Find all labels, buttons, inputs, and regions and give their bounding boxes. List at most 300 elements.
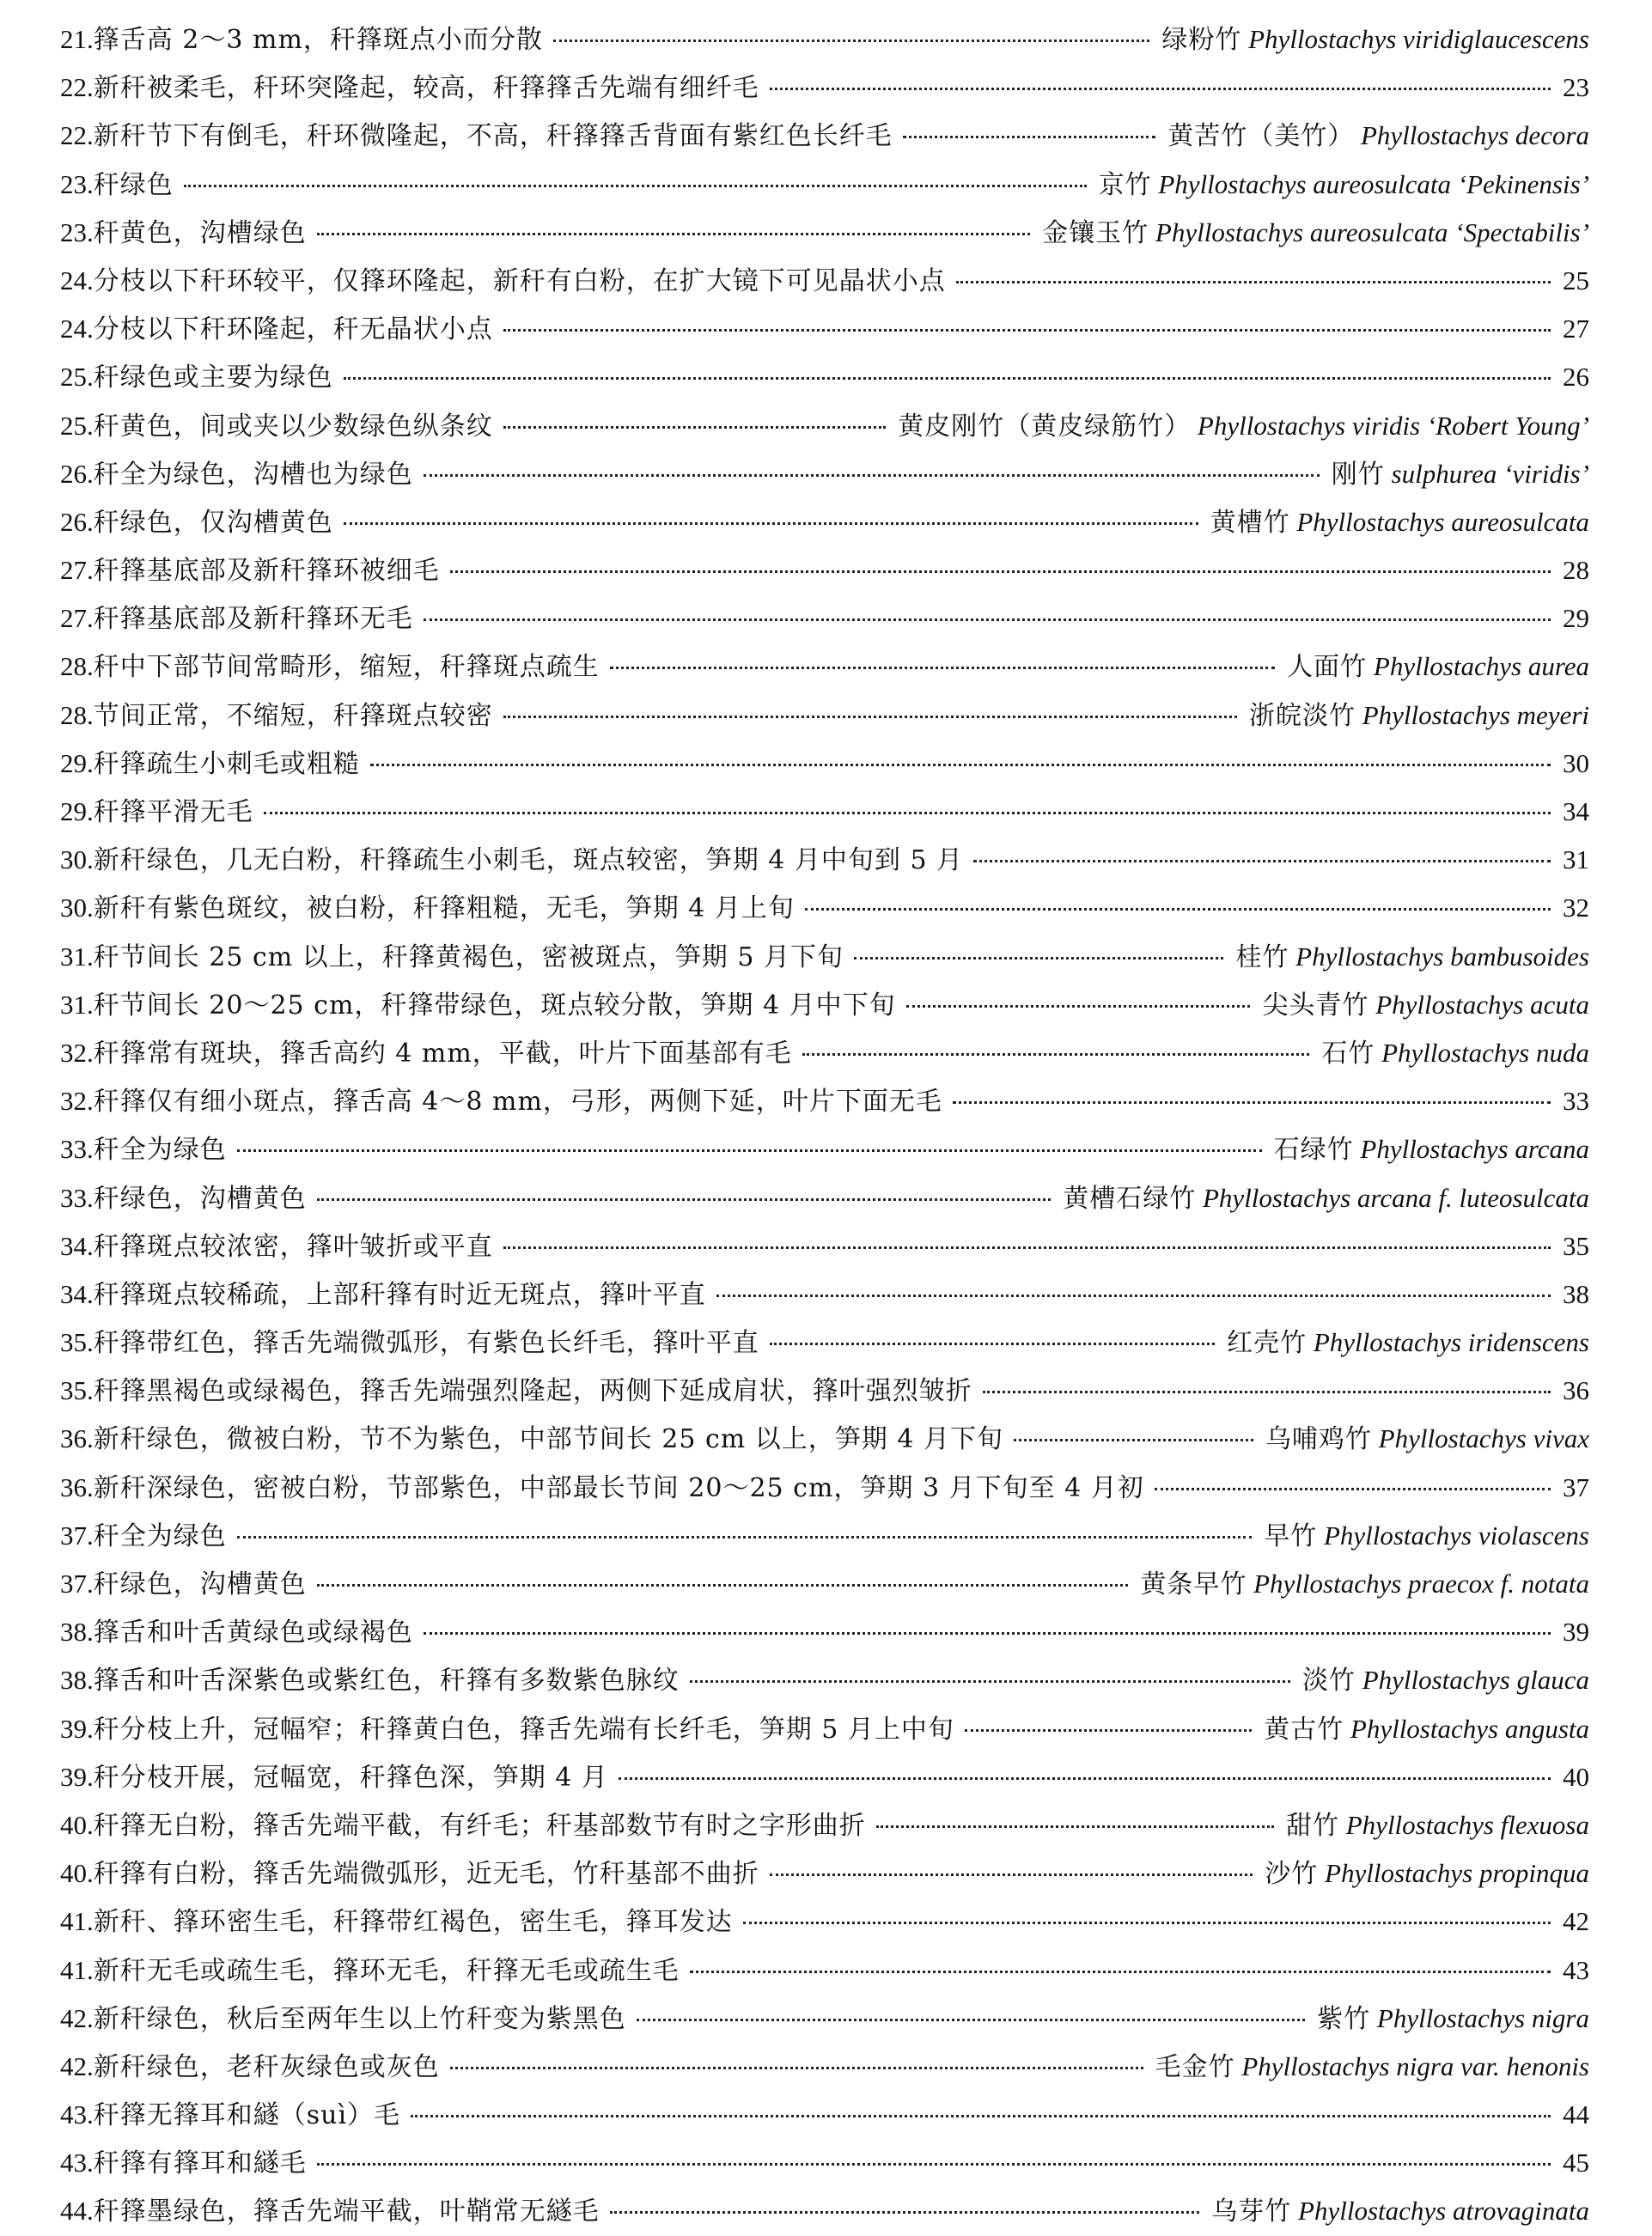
species-chinese-name: 黄槽竹 [1210,507,1290,538]
dot-leader [716,1295,1551,1297]
dot-leader [503,716,1237,718]
entry-result [1249,692,1589,740]
entry-number: 26. [60,506,94,537]
dot-leader [965,1729,1252,1732]
goto-step-number: 26 [1563,362,1589,393]
entry-number: 40. [60,1809,94,1840]
entry-description: 秆绿色或主要为绿色 [93,363,333,393]
entry-number: 37. [60,1569,94,1599]
entry-description: 秆全为绿色 [93,1520,227,1551]
entry-result [1210,498,1589,547]
entry-result [1321,1029,1589,1078]
goto-step-number: 44 [1563,2099,1589,2130]
goto-step-number: 29 [1563,603,1589,634]
goto-step-number: 23 [1563,72,1589,103]
dot-leader [610,2211,1200,2214]
species-chinese-name: 乌芽竹 [1211,2196,1292,2227]
entry-result [1265,1849,1589,1898]
entry-description: 秆箨常有斑块，箨舌高约 4 mm，平截，叶片下面基部有毛 [93,1038,792,1069]
entry-result [1563,884,1589,932]
species-scientific-name: Phyllostachys aureosulcata [1296,506,1589,537]
entry-result [1563,1608,1589,1656]
species-scientific-name: Phyllostachys aureosulcata ‘Pekinensis’ [1158,168,1589,199]
dot-leader [503,426,886,429]
species-chinese-name: 黄皮刚竹（黄皮绿筋竹） [898,411,1192,442]
species-chinese-name: 早竹 [1264,1520,1318,1551]
entry-description: 分枝以下秆环隆起，秆无晶状小点 [93,314,493,345]
entry-description: 秆箨有白粉，箨舌先端微弧形，近无毛，竹秆基部不曲折 [93,1859,759,1890]
entry-description: 秆箨墨绿色，箨舌先端平截，叶鞘常无繸毛 [93,2196,600,2227]
identification-key-list [60,15,1589,2236]
goto-step-number: 33 [1563,1086,1589,1117]
entry-number: 33. [60,1134,94,1165]
key-entry [60,1947,1589,1995]
key-entry [60,1849,1589,1898]
entry-result [1563,2139,1589,2187]
entry-description: 分枝以下秆环较平，仅箨环隆起，新秆有白粉，在扩大镜下可见晶状小点 [93,265,946,296]
species-scientific-name: Phyllostachys atrovaginata [1298,2196,1589,2227]
entry-number: 31. [60,989,94,1020]
dot-leader [237,1149,1262,1152]
entry-number: 32. [60,1086,94,1117]
species-chinese-name: 红壳竹 [1227,1328,1308,1359]
key-entry [60,2139,1589,2187]
key-entry [60,1270,1589,1319]
entry-number: 25. [60,362,94,393]
key-entry [60,15,1589,64]
entry-result [1563,2091,1589,2139]
dot-leader [1014,1439,1253,1441]
species-chinese-name: 绿粉竹 [1161,25,1242,55]
species-scientific-name: Phyllostachys iridenscens [1313,1327,1589,1358]
dot-leader [503,329,1551,332]
goto-step-number: 37 [1563,1471,1589,1502]
entry-number: 29. [60,796,94,826]
key-entry [60,1464,1589,1512]
entry-description: 新秆绿色，微被白粉，节不为紫色，中部节间长 25 cm 以上，笋期 4 月下旬 [93,1424,1003,1455]
goto-step-number: 25 [1563,265,1589,295]
goto-step-number: 43 [1563,1954,1589,1985]
entry-number: 39. [60,1761,94,1792]
key-entry [60,884,1589,932]
dot-leader [953,1101,1551,1104]
entry-description: 秆分枝开展，冠幅宽，秆箨色深，笋期 4 月 [93,1762,608,1793]
species-scientific-name: Phyllostachys praecox f. notata [1253,1569,1589,1599]
dot-leader [906,1005,1251,1008]
entry-number: 43. [60,2099,94,2130]
species-chinese-name: 京竹 [1098,169,1152,200]
entry-description: 新秆绿色，老秆灰绿色或灰色 [93,2051,440,2082]
key-entry [60,257,1589,305]
species-scientific-name: Phyllostachys propinqua [1325,1858,1589,1889]
entry-result [1264,1512,1589,1561]
dot-leader [424,618,1551,621]
goto-step-number: 39 [1563,1617,1589,1648]
species-chinese-name: 石绿竹 [1273,1135,1354,1166]
entry-result [1262,981,1589,1030]
entry-number: 24. [60,314,94,344]
key-entry [60,2187,1589,2235]
dot-leader [424,1632,1551,1635]
entry-description: 新秆有紫色斑纹，被白粉，秆箨粗糙，无毛，笋期 4 月上旬 [93,893,795,924]
entry-number: 22. [60,120,94,151]
entry-number: 23. [60,168,94,199]
dot-leader [237,1536,1252,1538]
species-chinese-name: 黄苦竹（美竹） [1167,121,1355,152]
goto-step-number: 40 [1563,1761,1589,1792]
species-scientific-name: Phyllostachys angusta [1350,1713,1589,1744]
key-entry [60,1705,1589,1753]
entry-result [1563,1222,1589,1270]
species-chinese-name: 浙皖淡竹 [1248,700,1356,731]
entry-description: 秆分枝上升，冠幅窄；秆箨黄白色，箨舌先端有长纤毛，笋期 5 月上中旬 [93,1714,954,1745]
entry-result [1563,836,1589,884]
dot-leader [802,1053,1310,1056]
entry-result [1099,161,1589,210]
key-entry [60,1512,1589,1560]
entry-description: 秆全为绿色，沟槽也为绿色 [93,459,413,490]
entry-number: 38. [60,1665,94,1696]
dot-leader [876,1825,1274,1828]
entry-result [1063,1174,1589,1223]
key-entry [60,2043,1589,2091]
entry-number: 34. [60,1230,94,1261]
species-chinese-name: 黄条早竹 [1140,1569,1247,1599]
entry-description: 节间正常，不缩短，秆箨斑点较密 [93,700,493,731]
entry-result [1563,1367,1589,1415]
key-entry [60,64,1589,112]
entry-description: 秆箨黑褐色或绿褐色，箨舌先端强烈隆起，两侧下延成肩状，箨叶强烈皱折 [93,1376,972,1407]
entry-description: 秆箨基底部及新秆箨环被细毛 [93,556,440,587]
entry-description: 箨舌和叶舌黄绿色或绿褐色 [93,1618,413,1648]
dot-leader [805,908,1551,911]
key-entry [60,546,1589,594]
key-entry [60,209,1589,257]
species-scientific-name: Phyllostachys aureosulcata ‘Spectabilis’ [1155,216,1589,247]
entry-description: 秆绿色 [93,169,174,200]
entry-description: 新秆、箨环密生毛，秆箨带红褐色，密生毛，箨耳发达 [93,1907,733,1938]
species-scientific-name: sulphurea ‘viridis’ [1391,458,1589,489]
species-scientific-name: Phyllostachys violascens [1323,1520,1589,1551]
species-chinese-name: 尖头青竹 [1262,990,1369,1021]
entry-description: 秆箨斑点较稀疏，上部秆箨有时近无斑点，箨叶平直 [93,1279,706,1310]
entry-number: 23. [60,216,94,247]
dot-leader [983,1391,1551,1393]
entry-description: 秆箨基底部及新秆箨环无毛 [93,604,413,635]
entry-number: 24. [60,265,94,295]
entry-description: 秆中下部节间常畸形，缩短，秆箨斑点疏生 [93,652,600,683]
entry-description: 秆节间长 25 cm 以上，秆箨黄褐色，密被斑点，笋期 5 月下旬 [93,941,844,972]
entry-result [1563,64,1589,112]
dot-leader [637,2019,1305,2021]
entry-result [1563,1898,1589,1946]
entry-result [1287,643,1589,692]
key-entry [60,1898,1589,1946]
entry-description: 秆箨有箨耳和繸毛 [93,2148,307,2179]
key-entry [60,1222,1589,1270]
goto-step-number: 38 [1563,1278,1589,1309]
species-chinese-name: 石竹 [1321,1038,1375,1069]
dot-leader [743,1922,1551,1924]
entry-description: 秆绿色，沟槽黄色 [93,1569,307,1599]
dot-leader [619,1777,1551,1780]
entry-description: 秆绿色，沟槽黄色 [93,1183,307,1214]
goto-step-number: 30 [1563,747,1589,778]
entry-number: 44. [60,2196,94,2227]
entry-description: 新秆绿色，秋后至两年生以上竹秆变为紫黑色 [93,2003,626,2034]
entry-number: 35. [60,1375,94,1406]
entry-description: 秆箨无白粉，箨舌先端平截，有纤毛；秆基部数节有时之字形曲折 [93,1810,866,1841]
entry-result [1563,1464,1589,1512]
entry-result [1042,209,1589,258]
key-entry [60,161,1589,209]
entry-result [1563,788,1589,836]
entry-description: 箨舌高 2～3 mm，秆箨斑点小而分散 [93,25,543,55]
dot-leader [317,233,1030,235]
species-chinese-name: 刚竹 [1331,459,1385,490]
key-entry [60,1125,1589,1173]
entry-description: 秆黄色，沟槽绿色 [93,217,307,248]
species-chinese-name: 淡竹 [1301,1666,1356,1697]
dot-leader [903,136,1155,138]
entry-number: 37. [60,1520,94,1551]
entry-number: 43. [60,2148,94,2178]
dot-leader [553,40,1149,42]
species-scientific-name: Phyllostachys viridis ‘Robert Young’ [1197,410,1589,441]
key-entry [60,1029,1589,1077]
goto-step-number: 34 [1563,796,1589,826]
entry-number: 34. [60,1278,94,1309]
entry-number: 30. [60,893,94,923]
entry-result [1155,2043,1589,2092]
key-entry [60,643,1589,691]
species-scientific-name: Phyllostachys bambusoides [1295,941,1589,972]
goto-step-number: 36 [1563,1375,1589,1406]
dot-leader [1155,1488,1551,1490]
goto-step-number: 45 [1563,2148,1589,2178]
species-scientific-name: Phyllostachys vivax [1378,1423,1589,1454]
entry-result [1563,740,1589,788]
entry-number: 25. [60,410,94,441]
entry-number: 26. [60,458,94,489]
dot-leader [424,474,1320,477]
entry-number: 27. [60,555,94,586]
dot-leader [370,764,1551,766]
species-scientific-name: Phyllostachys flexuosa [1345,1809,1589,1840]
species-scientific-name: Phyllostachys glauca [1362,1665,1589,1696]
goto-step-number: 31 [1563,844,1589,875]
entry-description: 秆节间长 20～25 cm，秆箨带绿色，斑点较分散，笋期 4 月中下旬 [93,990,896,1021]
entry-number: 39. [60,1713,94,1744]
dot-leader [317,1584,1129,1587]
entry-number: 35. [60,1327,94,1358]
species-scientific-name: Phyllostachys acuta [1375,989,1589,1020]
entry-number: 28. [60,651,94,682]
entry-number: 22. [60,72,94,103]
entry-number: 21. [60,24,94,54]
entry-result [1286,1801,1589,1850]
key-entry [60,1801,1589,1849]
dot-leader [317,2163,1551,2166]
dot-leader [610,667,1275,669]
key-entry [60,1174,1589,1222]
entry-description: 秆绿色，仅沟槽黄色 [93,507,333,538]
dot-leader [317,1198,1052,1201]
entry-description: 新秆节下有倒毛，秆环微隆起，不高，秆箨箨舌背面有紫红色长纤毛 [93,121,893,152]
dot-leader [770,88,1551,90]
entry-number: 31. [60,941,94,972]
key-entry [60,450,1589,498]
dot-leader [770,1873,1253,1876]
entry-description: 箨舌和叶舌深紫色或紫红色，秆箨有多数紫色脉纹 [93,1666,680,1697]
key-entry [60,1319,1589,1367]
entry-result [1563,594,1589,643]
entry-description: 秆全为绿色 [93,1135,227,1166]
entry-number: 36. [60,1471,94,1502]
entry-result [1563,1753,1589,1801]
species-chinese-name: 人面竹 [1287,652,1368,683]
species-chinese-name: 毛金竹 [1155,2051,1235,2082]
key-entry [60,1077,1589,1125]
dot-leader [450,570,1551,573]
key-entry [60,498,1589,546]
entry-number: 36. [60,1423,94,1454]
key-entry [60,788,1589,836]
entry-result [1563,1947,1589,1995]
entry-number: 27. [60,603,94,634]
entry-result [1167,112,1589,161]
key-entry [60,1608,1589,1656]
species-scientific-name: Phyllostachys nuda [1381,1037,1589,1068]
species-scientific-name: Phyllostachys viridiglaucescens [1248,24,1589,54]
entry-result [1332,450,1589,499]
entry-description: 新秆绿色，几无白粉，秆箨疏生小刺毛，斑点较密，笋期 4 月中旬到 5 月 [93,845,964,876]
dot-leader [956,281,1551,283]
entry-number: 28. [60,699,94,730]
key-entry [60,933,1589,981]
goto-step-number: 28 [1563,555,1589,586]
key-entry [60,305,1589,353]
entry-description: 秆箨疏生小刺毛或粗糙 [93,748,360,779]
entry-result [1302,1656,1589,1705]
species-chinese-name: 黄槽石绿竹 [1063,1183,1197,1214]
species-scientific-name: Phyllostachys aurea [1373,651,1589,682]
entry-description: 秆箨斑点较浓密，箨叶皱折或平直 [93,1231,493,1262]
key-entry [60,2091,1589,2139]
dot-leader [503,1246,1551,1249]
entry-result [1211,2187,1589,2236]
entry-number: 29. [60,747,94,778]
key-entry [60,1656,1589,1704]
species-chinese-name: 黄古竹 [1264,1714,1344,1745]
key-entry [60,1560,1589,1608]
key-entry [60,353,1589,401]
entry-number: 42. [60,2050,94,2081]
species-scientific-name: Phyllostachys arcana [1360,1134,1589,1165]
entry-result [1161,15,1589,64]
key-entry [60,402,1589,450]
dot-leader [411,2115,1551,2117]
species-chinese-name: 沙竹 [1265,1859,1319,1890]
entry-number: 33. [60,1182,94,1213]
entry-result [1563,257,1589,305]
entry-result [1317,1995,1589,2044]
entry-number: 30. [60,844,94,875]
species-scientific-name: Phyllostachys arcana f. luteosulcata [1203,1182,1589,1213]
entry-number: 42. [60,2002,94,2033]
entry-description: 秆黄色，间或夹以少数绿色纵条纹 [93,411,493,442]
entry-number: 41. [60,1954,94,1985]
species-chinese-name: 甜竹 [1286,1810,1339,1841]
key-entry [60,692,1589,740]
entry-result [1563,1270,1589,1319]
dot-leader [690,1971,1551,1973]
entry-result [1563,305,1589,353]
species-scientific-name: Phyllostachys nigra [1376,2002,1589,2033]
species-chinese-name: 桂竹 [1235,941,1289,972]
entry-description: 新秆无毛或疏生毛，箨环无毛，秆箨无毛或疏生毛 [93,1955,680,1986]
entry-result [1265,1415,1589,1464]
key-entry [60,1367,1589,1415]
entry-number: 32. [60,1037,94,1068]
dot-leader [690,1680,1290,1683]
species-scientific-name: Phyllostachys decora [1360,120,1589,151]
key-entry [60,1415,1589,1463]
goto-step-number: 35 [1563,1230,1589,1261]
entry-description: 秆箨无箨耳和繸（suì）毛 [93,2100,401,2131]
entry-result [898,402,1589,451]
species-chinese-name: 乌哺鸡竹 [1265,1424,1372,1455]
species-scientific-name: Phyllostachys meyeri [1362,699,1589,730]
entry-number: 40. [60,1858,94,1889]
key-entry [60,836,1589,884]
dot-leader [854,957,1223,960]
goto-step-number: 27 [1563,314,1589,344]
entry-number: 41. [60,1906,94,1937]
dot-leader [450,2067,1143,2069]
entry-description: 秆箨仅有细小斑点，箨舌高 4～8 mm，弓形，两侧下延，叶片下面无毛 [93,1087,942,1118]
species-scientific-name: Phyllostachys nigra var. henonis [1241,2050,1589,2081]
entry-description: 秆箨带红色，箨舌先端微弧形，有紫色长纤毛，箨叶平直 [93,1328,759,1359]
dot-leader [973,860,1551,862]
entry-result [1264,1705,1589,1754]
entry-number: 38. [60,1617,94,1648]
dot-leader [770,1343,1215,1345]
entry-description: 新秆被柔毛，秆环突隆起，较高，秆箨箨舌先端有细纤毛 [93,73,759,104]
dot-leader [184,185,1087,187]
entry-description: 秆箨平滑无毛 [93,797,253,827]
entry-result [1274,1125,1589,1174]
entry-result [1235,933,1589,982]
entry-result [1227,1319,1589,1368]
key-entry [60,594,1589,643]
dot-leader [344,522,1198,525]
entry-result [1140,1560,1589,1609]
key-entry [60,981,1589,1029]
key-entry [60,1995,1589,2043]
key-entry [60,740,1589,788]
entry-result [1563,353,1589,401]
species-chinese-name: 紫竹 [1317,2003,1371,2034]
goto-step-number: 42 [1563,1906,1589,1937]
goto-step-number: 32 [1563,893,1589,923]
entry-result [1563,546,1589,594]
key-entry [60,112,1589,160]
entry-result [1563,1077,1589,1125]
species-chinese-name: 金镶玉竹 [1042,217,1149,248]
entry-description: 新秆深绿色，密被白粉，节部紫色，中部最长节间 20～25 cm，笋期 3 月下旬至 4 月初 [93,1472,1144,1503]
dot-leader [344,377,1551,380]
